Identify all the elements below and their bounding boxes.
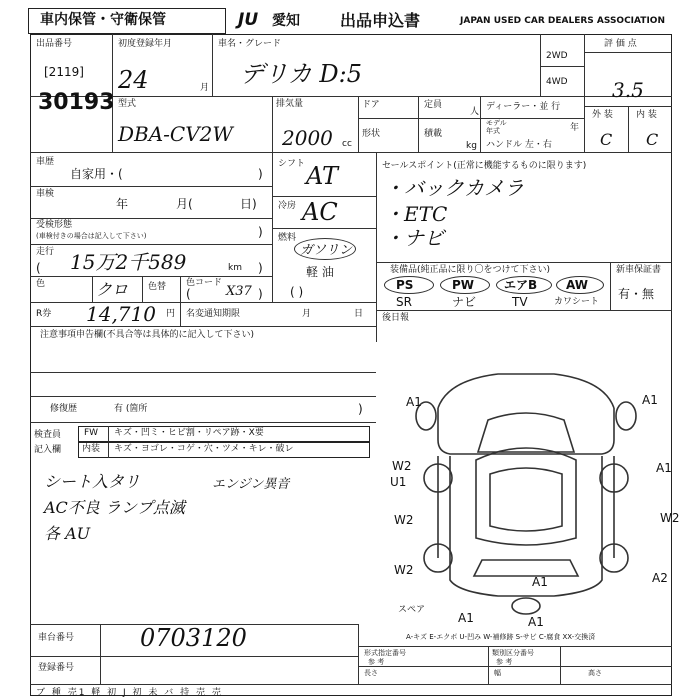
shift-value: AT — [306, 162, 339, 190]
mileage-label: 走行 — [36, 247, 55, 257]
mark-w2-right-mid: W2 — [660, 511, 680, 525]
org-name: 愛知 — [272, 13, 300, 29]
ext-label: 外 装 — [592, 110, 613, 120]
inspection-month: 月( — [176, 197, 193, 211]
storage-title: 車内保管・守衛保管 — [40, 12, 166, 28]
fw-label: FW — [84, 428, 99, 438]
class-ref-label: 参 考 — [496, 658, 513, 666]
lot-number: 30193 — [38, 90, 115, 115]
int-label: 内 装 — [636, 110, 657, 120]
inspection-day: 日) — [240, 197, 257, 211]
lot-label: 出品番号 — [36, 39, 73, 49]
equip-aw: AW — [566, 278, 588, 292]
length-label: 長さ — [364, 669, 378, 677]
car-name-value: デリカ D:5 — [240, 60, 362, 88]
mark-a1-bottom: A1 — [532, 575, 548, 589]
fuel-circle — [294, 238, 356, 260]
equip-tv: TV — [512, 295, 528, 309]
class-no-label: 類別区分番号 — [492, 649, 534, 657]
equipment-label: 装備品(純正品に限り〇をつけて下さい) — [390, 265, 551, 275]
sales-point-1: ・バックカメラ — [384, 176, 524, 200]
car-diagram — [378, 340, 672, 630]
int-items: キズ・ヨゴレ・コゲ・穴・ツメ・キレ・破レ — [114, 444, 294, 454]
bottom-code-row: ブ 種 売1 軽 初 J 初 未 バ 持 売 売 — [36, 688, 223, 698]
mark-a1-bottom-mid: A1 — [528, 615, 544, 629]
color-label: 色 — [36, 279, 46, 289]
repair-label: 修復歴 — [50, 404, 78, 414]
fuel-value: ガソリン — [300, 243, 353, 258]
height-label: 高さ — [588, 669, 602, 677]
mark-a1-right-upper: A1 — [642, 393, 658, 407]
history-value: 自家用・( — [70, 167, 123, 181]
ac-value: AC — [302, 198, 338, 226]
equip-ps: PS — [396, 278, 414, 292]
mark-w2-left-mid: W2 — [394, 513, 414, 527]
cc-unit: cc — [342, 139, 352, 149]
tax-value: 14,710 — [86, 302, 156, 326]
car-name-label: 車名・グレード — [218, 39, 282, 49]
receive-close: ) — [258, 225, 263, 239]
warranty-label: 新車保証書 — [616, 265, 662, 275]
person-unit: 人 — [470, 107, 480, 117]
recorder-label: 記入欄 — [34, 445, 62, 455]
form-title: 出品申込書 — [340, 11, 421, 30]
equip-seat: カワシート — [554, 297, 600, 307]
color-paren-close: ) — [258, 287, 263, 301]
sales-point-2: ・ETC — [384, 202, 448, 226]
inspector-label: 検査員 — [34, 430, 62, 440]
mileage-value: 15万2千589 — [70, 250, 187, 274]
int-value: C — [646, 130, 659, 149]
color-code-value: X37 — [226, 284, 252, 299]
mileage-paren-close: ) — [258, 261, 263, 275]
first-reg-month-unit: 月 — [200, 83, 210, 93]
equip-pw: PW — [452, 278, 475, 292]
load-label: 積載 — [424, 129, 443, 139]
tax-yen: 円 — [166, 309, 176, 319]
form-ref-label: 参 考 — [368, 658, 385, 666]
equip-navi: ナビ — [452, 295, 477, 309]
circle-aw — [556, 276, 604, 294]
chassis-value: 0703120 — [140, 624, 247, 652]
ext-value: C — [600, 130, 613, 149]
year-unit: 年 — [570, 123, 580, 133]
mileage-paren-open: ( — [36, 261, 41, 275]
receive-label: 受検形態 — [36, 220, 73, 230]
width-label: 幅 — [494, 669, 501, 677]
fuel-alt: 軽 油 — [306, 265, 334, 279]
remark-3: 各 AU — [44, 524, 91, 543]
ac-label: 冷房 — [278, 201, 297, 211]
mark-u1-left: U1 — [390, 475, 407, 489]
fw-items: キズ・凹ミ・ヒビ割・リペア跡・X要 — [114, 428, 264, 438]
mark-w2-bottom-left: W2 — [394, 563, 414, 577]
mark-a2-right: A2 — [652, 571, 668, 585]
circle-ps — [384, 276, 434, 294]
mark-a1-top-left: A1 — [406, 395, 422, 409]
mark-w2-left: W2 — [392, 459, 412, 473]
remark-2: AC不良 ランプ点滅 — [44, 498, 185, 517]
form-no-label: 形式指定番号 — [364, 649, 406, 657]
association-name: JAPAN USED CAR DEALERS ASSOCIATION — [460, 16, 665, 26]
shape-label: 形状 — [362, 129, 381, 139]
equip-airbag: エアB — [504, 278, 538, 292]
receive-note: (車検付きの場合は記入して下さい) — [36, 232, 147, 240]
drive-2wd: 2WD — [546, 51, 568, 61]
sales-points-label: セールスポイント(正常に機能するものに限ります) — [382, 161, 587, 171]
fuel-paren: ( ) — [290, 285, 304, 299]
model-label: 型式 — [118, 99, 137, 109]
ju-logo: JU — [238, 10, 259, 30]
reg-no-label: 登録番号 — [38, 663, 75, 673]
fuel-label: 燃料 — [278, 233, 297, 243]
warranty-values: 有・無 — [618, 287, 655, 301]
model-year-label: モデル 年式 — [486, 119, 507, 135]
door-label: ドア — [362, 100, 380, 110]
remark-1: シート入タリ — [44, 472, 141, 491]
equip-sr: SR — [396, 295, 412, 309]
repair-value: 有 (箇所 — [114, 404, 148, 414]
mark-a1-bottom-left: A1 — [458, 611, 474, 625]
notice-month: 月 — [302, 309, 312, 319]
notes-label: 注意事項申告欄(不具合等は具体的に記入して下さい) — [40, 330, 255, 340]
remark-right: エンジン異音 — [212, 477, 290, 492]
color-value: クロ — [96, 280, 129, 299]
kg-unit: kg — [466, 141, 477, 151]
drive-4wd: 4WD — [546, 77, 568, 87]
history-label: 車歴 — [36, 157, 55, 167]
color-paren-open: ( — [186, 287, 191, 301]
chassis-label: 車台番号 — [38, 633, 75, 643]
inspection-year: 年 — [116, 197, 129, 211]
displacement-value: 2000 — [282, 126, 333, 150]
history-close: ) — [258, 167, 263, 181]
mark-a1-right: A1 — [656, 461, 672, 475]
spare-label: スペア — [398, 605, 426, 615]
int-items-label: 内装 — [82, 444, 101, 454]
rear-label: 後日報 — [382, 313, 410, 323]
displacement-label: 排気量 — [276, 99, 304, 109]
capacity-label: 定員 — [424, 100, 443, 110]
inspection-label: 車検 — [36, 189, 55, 199]
lot-bracket: [2119] — [44, 65, 84, 79]
damage-legend: A-キズ E-エクボ U-凹み W-補修跡 S-サビ C-腐食 XX-交換済 — [406, 633, 596, 641]
circle-pw — [440, 276, 490, 294]
handle-label: ハンドル 左・右 — [486, 140, 552, 150]
first-reg-label: 初度登録年月 — [118, 39, 173, 49]
color-code-label: 色コード — [186, 278, 223, 288]
notice-label: 名変通知期限 — [186, 309, 241, 319]
circle-airbag — [496, 276, 552, 294]
notice-day: 日 — [354, 309, 364, 319]
shift-label: シフト — [278, 159, 306, 169]
color-change-label: 色替 — [148, 282, 167, 292]
first-reg-year: 24 — [118, 66, 149, 94]
dealer-label: ディーラー・並 行 — [486, 102, 561, 112]
repair-close: ) — [358, 402, 363, 416]
rating-label: 評 価 点 — [604, 39, 637, 49]
mileage-unit: km — [228, 263, 242, 273]
tax-label: R券 — [36, 309, 52, 319]
model-value: DBA-CV2W — [118, 122, 233, 146]
sales-point-3: ・ナビ — [384, 226, 444, 250]
rating-score: 3.5 — [612, 78, 644, 102]
